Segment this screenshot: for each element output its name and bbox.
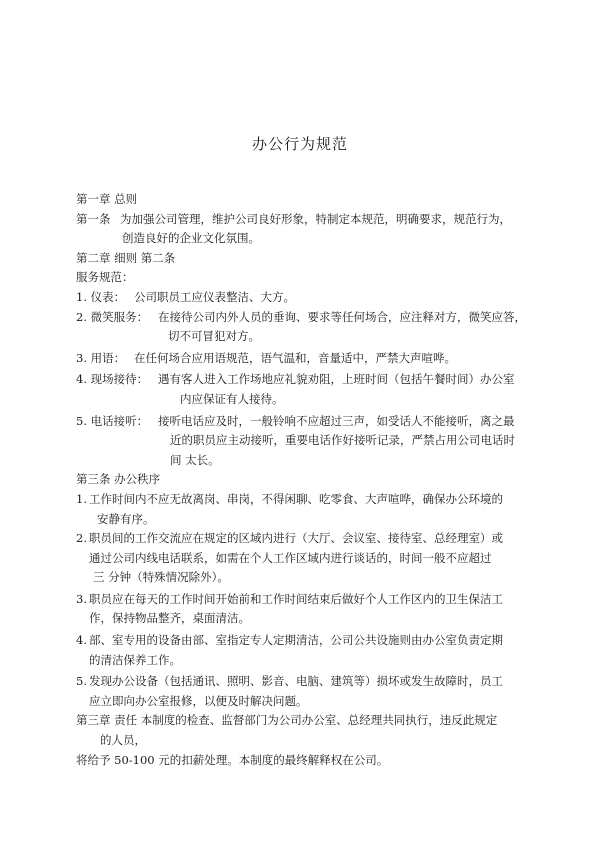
service-item-5-line-1: 接听电话应及时，一般铃响不应超过三声，如受话人不能接听，离之最	[158, 413, 515, 428]
service-item-2-label: 2. 微笑服务：	[76, 309, 149, 324]
order-item-3-line-1: 职员应在每天的工作时间开始前和工作时间结束后做好个人工作区内的卫生保洁工	[89, 591, 503, 606]
order-item-1-number: 1.	[76, 491, 87, 506]
order-item-5-number: 5.	[76, 674, 87, 689]
order-item-2	[76, 529, 536, 588]
service-item-1-label: 1. 仪表：	[76, 289, 126, 304]
service-item-2-line-2: 切不可冒犯对方。	[168, 329, 260, 344]
service-item-4-label: 4. 现场接待：	[76, 372, 149, 387]
order-item-4	[76, 631, 536, 670]
order-item-3-number: 3.	[76, 591, 87, 606]
order-item-5	[76, 672, 536, 711]
article-1-line-1: 为加强公司管理，维护公司良好形象，特制定本规范，明确要求，规范行为，	[120, 211, 511, 226]
closing-line: 将给予 50-100 元的扣薪处理。本制度的最终解释权在公司。	[76, 752, 389, 767]
service-item-2-line-1: 在接待公司内外人员的垂询、要求等任何场合，应注释对方，微笑应答，	[158, 309, 526, 324]
article-3-heading: 第三条 办公秩序	[76, 472, 161, 487]
order-item-5-line-2: 应立即向办公室报修，以便及时解决问题。	[89, 693, 308, 708]
order-item-4-number: 4.	[76, 633, 87, 648]
service-item-3	[76, 349, 536, 369]
document-body	[76, 190, 536, 770]
order-item-2-line-2: 通过公司内线电话联系，如需在个人工作区域内进行谈话的，时间一般不应超过	[89, 550, 492, 565]
service-item-5-line-2: 近的职员应主动接听，重要电话作好接听记录，严禁占用公司电话时	[170, 433, 515, 448]
order-item-4-line-2: 的清洁保养工作。	[89, 652, 181, 667]
order-item-1-line-1: 工作时间内不应无故离岗、串岗，不得闲聊、吃零食、大声喧哗，确保办公环境的	[89, 491, 503, 506]
service-item-3-label: 3. 用语：	[76, 350, 126, 365]
service-heading: 服务规范：	[76, 270, 134, 285]
chapter-2-heading: 第二章 细则 第二条	[76, 250, 176, 265]
service-item-5-label: 5. 电话接听：	[76, 413, 149, 428]
order-item-1	[76, 490, 536, 529]
page-title: 办公行为规范	[251, 135, 348, 153]
article-1-label: 第一条	[76, 211, 111, 226]
order-item-3-line-2: 作，保持物品整齐，桌面清洁。	[89, 611, 250, 626]
service-item-4-line-2: 内应保证有人接待。	[180, 391, 284, 406]
service-item-4-line-1: 遇有客人进入工作场地应礼貌劝阻，上班时间（包括午餐时间）办公室	[158, 372, 515, 387]
order-item-2-number: 2.	[76, 531, 87, 546]
service-item-5-line-3: 间 太长。	[170, 452, 220, 467]
order-item-5-line-1: 发现办公设备（包括通讯、照明、影音、电脑、建筑等）损坏或发生故障时，员工	[89, 674, 503, 689]
service-item-1	[76, 288, 536, 308]
order-item-2-line-3: 三 分钟（特殊情况除外）。	[93, 570, 229, 585]
service-item-3-line: 在任何场合应用语规范，语气温和，音量适中，严禁大声喧哗。	[134, 350, 456, 365]
article-1	[76, 210, 536, 249]
article-1-line-2: 创造良好的企业文化氛围。	[122, 231, 260, 246]
order-item-4-line-1: 部、室专用的设备由部、室指定专人定期清洁，公司公共设施则由办公室负责定期	[89, 633, 503, 648]
service-item-5	[76, 412, 536, 471]
order-item-3	[76, 590, 536, 629]
chapter-1-heading: 第一章 总则	[76, 192, 138, 206]
service-item-1-line: 公司职员工应仪表整洁、大方。	[134, 289, 295, 304]
service-item-2	[76, 308, 536, 347]
order-item-1-line-2: 安静有序。	[97, 511, 155, 526]
chapter-3-line-2: 的人员，	[100, 733, 146, 748]
service-item-4	[76, 370, 536, 409]
chapter-3-line-1: 第三章 责任 本制度的检查、监督部门为公司办公室、总经理共同执行，违反此规定	[76, 713, 498, 728]
order-item-2-line-1: 职员间的工作交流应在规定的区域内进行（大厅、会议室、接待室、总经理室）或	[89, 531, 503, 546]
